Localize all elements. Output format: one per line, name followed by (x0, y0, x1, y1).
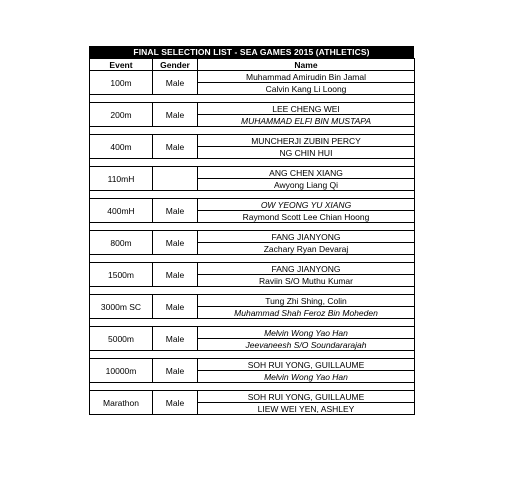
group-separator (90, 319, 415, 327)
separator-cell (90, 95, 415, 103)
separator-cell (90, 351, 415, 359)
group-separator (90, 127, 415, 135)
event-cell: 110mH (90, 167, 153, 191)
selection-list-sheet (89, 46, 414, 415)
athlete-name-cell: Muhammad Amirudin Bin Jamal (198, 71, 415, 83)
gender-cell: Male (153, 295, 198, 319)
athlete-name-cell: Muhammad Shah Feroz Bin Moheden (198, 307, 415, 319)
event-cell: 800m (90, 231, 153, 255)
athlete-name-cell: Melvin Wong Yao Han (198, 327, 415, 339)
gender-cell: Male (153, 391, 198, 415)
athlete-name-cell: SOH RUI YONG, GUILLAUME (198, 391, 415, 403)
athlete-name-cell: FANG JIANYONG (198, 263, 415, 275)
athlete-name-cell: FANG JIANYONG (198, 231, 415, 243)
event-cell: 200m (90, 103, 153, 127)
athlete-name-cell: OW YEONG YU XIANG (198, 199, 415, 211)
header-gender: Gender (153, 59, 198, 71)
header-row (90, 59, 415, 71)
separator-cell (90, 127, 415, 135)
header-name: Name (198, 59, 415, 71)
separator-cell (90, 287, 415, 295)
group-separator (90, 223, 415, 231)
table-row (90, 391, 415, 403)
athlete-name-cell: Raymond Scott Lee Chian Hoong (198, 211, 415, 223)
event-cell: 400m (90, 135, 153, 159)
group-separator (90, 383, 415, 391)
table-row (90, 103, 415, 115)
gender-cell: Male (153, 327, 198, 351)
gender-cell: Male (153, 135, 198, 159)
group-separator (90, 95, 415, 103)
athlete-name-cell: Raviin S/O Muthu Kumar (198, 275, 415, 287)
athlete-name-cell: MUNCHERJI ZUBIN PERCY (198, 135, 415, 147)
separator-cell (90, 255, 415, 263)
gender-cell: Male (153, 231, 198, 255)
athlete-name-cell: NG CHIN HUI (198, 147, 415, 159)
event-cell: 5000m (90, 327, 153, 351)
table-row (90, 231, 415, 243)
separator-cell (90, 191, 415, 199)
athlete-name-cell: SOH RUI YONG, GUILLAUME (198, 359, 415, 371)
gender-cell: Male (153, 263, 198, 287)
athlete-name-cell: LIEW WEI YEN, ASHLEY (198, 403, 415, 415)
table-row (90, 327, 415, 339)
separator-cell (90, 383, 415, 391)
table-row (90, 295, 415, 307)
table-row (90, 167, 415, 179)
gender-cell: Male (153, 359, 198, 383)
header-event: Event (90, 59, 153, 71)
gender-cell: Male (153, 71, 198, 95)
document-title: FINAL SELECTION LIST - SEA GAMES 2015 (ATHLETICS) (89, 46, 414, 58)
group-separator (90, 255, 415, 263)
group-separator (90, 287, 415, 295)
table-row (90, 199, 415, 211)
group-separator (90, 159, 415, 167)
event-cell: 100m (90, 71, 153, 95)
athlete-name-cell: Awyong Liang Qi (198, 179, 415, 191)
event-cell: Marathon (90, 391, 153, 415)
athlete-name-cell: Calvin Kang Li Loong (198, 83, 415, 95)
group-separator (90, 191, 415, 199)
gender-cell (153, 167, 198, 191)
table-row (90, 263, 415, 275)
athlete-name-cell: MUHAMMAD ELFI BIN MUSTAPA (198, 115, 415, 127)
table-row (90, 135, 415, 147)
table-row (90, 359, 415, 371)
athlete-name-cell: Jeevaneesh S/O Soundararajah (198, 339, 415, 351)
table-row (90, 71, 415, 83)
group-separator (90, 351, 415, 359)
table-body (90, 71, 415, 415)
athlete-name-cell: Tung Zhi Shing, Colin (198, 295, 415, 307)
separator-cell (90, 223, 415, 231)
gender-cell: Male (153, 103, 198, 127)
athlete-name-cell: Melvin Wong Yao Han (198, 371, 415, 383)
event-cell: 10000m (90, 359, 153, 383)
event-cell: 1500m (90, 263, 153, 287)
separator-cell (90, 159, 415, 167)
separator-cell (90, 319, 415, 327)
athlete-name-cell: ANG CHEN XIANG (198, 167, 415, 179)
event-cell: 400mH (90, 199, 153, 223)
athlete-name-cell: LEE CHENG WEI (198, 103, 415, 115)
gender-cell: Male (153, 199, 198, 223)
athlete-name-cell: Zachary Ryan Devaraj (198, 243, 415, 255)
event-cell: 3000m SC (90, 295, 153, 319)
selection-table (89, 58, 415, 415)
